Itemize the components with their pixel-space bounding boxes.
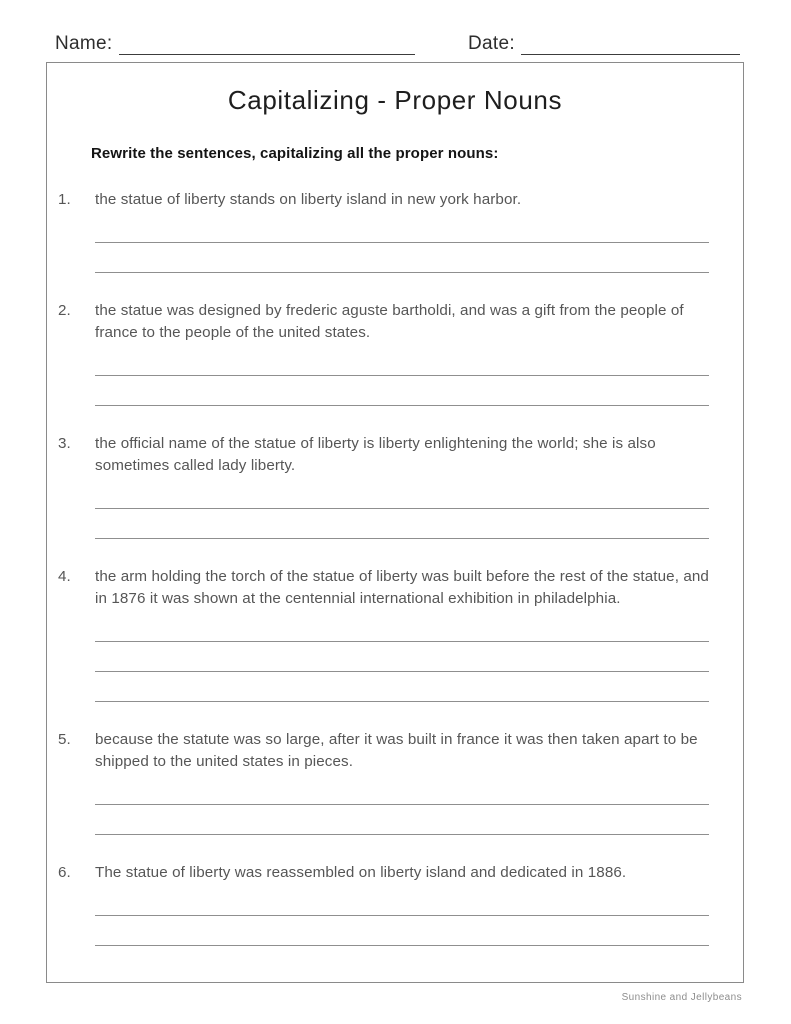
- item-number: 4.: [58, 568, 71, 585]
- item-sentence: the statue of liberty stands on liberty island in new york harbor.: [95, 191, 522, 208]
- item-number: 2.: [58, 302, 71, 319]
- answer-line: [95, 672, 709, 702]
- question-item-4: [47, 566, 709, 702]
- item-sentence: The statue of liberty was reassembled on liberty island and dedicated in 1886.: [95, 864, 627, 881]
- item-content: [95, 862, 709, 946]
- name-date-row: [0, 0, 791, 62]
- item-content: [95, 566, 709, 702]
- answer-line: [95, 376, 709, 406]
- item-sentence: the arm holding the torch of the statue of liberty was built before the rest of the statue, and in 1876 it was shown at the centennial international exhibition in philadelphia.: [95, 568, 709, 607]
- item-content: [95, 189, 709, 273]
- item-sentence: the official name of the statue of liberty is liberty enlightening the world; she is also sometimes called lady liberty.: [95, 435, 656, 474]
- worksheet-box: [46, 62, 744, 983]
- answer-line: [95, 509, 709, 539]
- question-item-1: [47, 189, 709, 273]
- name-label: Name:: [55, 33, 113, 54]
- answer-line: [95, 612, 709, 642]
- item-content: [95, 729, 709, 835]
- date-blank-line: [521, 37, 740, 55]
- date-label: Date:: [468, 33, 515, 54]
- question-item-5: [47, 729, 709, 835]
- answer-line: [95, 213, 709, 243]
- answer-line: [95, 642, 709, 672]
- item-number: 5.: [58, 731, 71, 748]
- item-sentence: because the statute was so large, after it was built in france it was then taken apart to be shipped to the united states in pieces.: [95, 731, 698, 770]
- item-number: 6.: [58, 864, 71, 881]
- question-item-6: [47, 862, 709, 946]
- item-number: 3.: [58, 435, 71, 452]
- footer-credit: Sunshine and Jellybeans: [621, 992, 742, 1003]
- answer-line: [95, 479, 709, 509]
- name-blank-line: [119, 37, 415, 55]
- answer-line: [95, 886, 709, 916]
- answer-line: [95, 346, 709, 376]
- item-sentence: the statue was designed by frederic aguste bartholdi, and was a gift from the people of france to the people of the united states.: [95, 302, 684, 341]
- question-item-3: [47, 433, 709, 539]
- worksheet-title: Capitalizing - Proper Nouns: [227, 85, 563, 115]
- answer-line: [95, 243, 709, 273]
- question-item-2: [47, 300, 709, 406]
- item-number: 1.: [58, 191, 71, 208]
- item-content: [95, 300, 709, 406]
- item-content: [95, 433, 709, 539]
- answer-line: [95, 805, 709, 835]
- answer-line: [95, 775, 709, 805]
- instructions-text: Rewrite the sentences, capitalizing all the proper nouns:: [91, 145, 499, 162]
- answer-line: [95, 916, 709, 946]
